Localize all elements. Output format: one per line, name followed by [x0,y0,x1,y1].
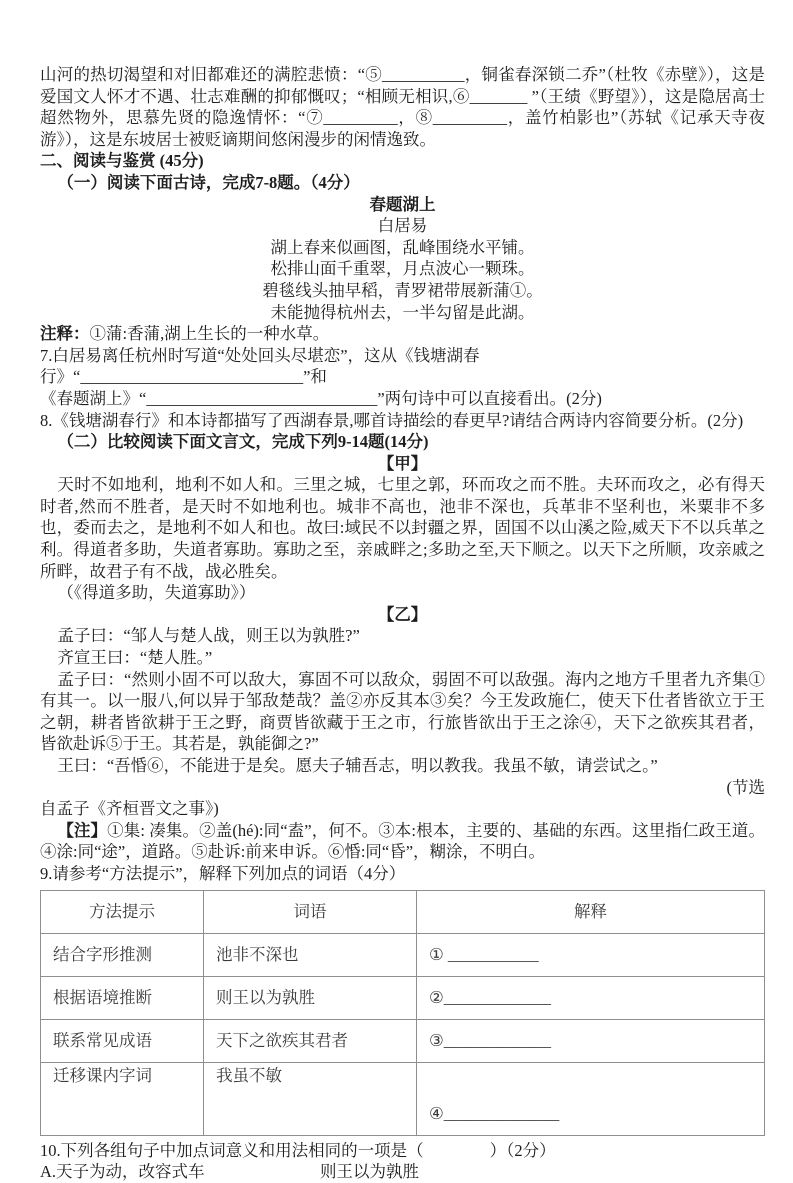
section-title: 二、阅读与鉴赏 (45分) [40,151,204,171]
passage-jia-source: （《得道多助，失道寡助》） [57,583,256,603]
question-7-line1: 7.白居易离任杭州时写道“处处回头尽堪恋”，这从《钱塘湖春行》“___________________________”和 [40,345,480,387]
table-cell-method: 根据语境推断 [41,976,204,1019]
table-cell-word: 我虽不敏 [204,1062,417,1135]
poem-note [40,323,765,345]
yi-note-text: ①集: 凑集。②盖(hé):同“盍”，何不。③本:根本，主要的、基础的东西。这里指仁政王道。④涂:同“途”，道路。⑤赴诉:前来申诉。⑥惛:同“昏”，糊涂，不明白。 [40,820,765,862]
table-header-explanation: 解释 [417,890,765,933]
table-cell-answer-blank: ②_____________ [417,976,765,1019]
table-header-word: 词语 [204,890,417,933]
poem-note-text: ①蒲:香蒲,湖上生长的一种水草。 [89,324,330,344]
poem-note-label: 注释： [40,324,90,344]
question-8: 8.《钱塘湖春行》和本诗都描写了西湖春景,哪首诗描绘的春更早?请结合两诗内容简要分析。(2分) [40,410,744,430]
passage-yi-notes [40,820,765,863]
table-cell-method: 联系常见成语 [41,1019,204,1062]
passage-yi-dialogue-2: 齐宣王曰：“楚人胜。” [57,648,213,668]
question-10-option-a: A.天子为动，改容式车 则王以为孰胜 [40,1162,420,1182]
poem-title: 春题湖上 [369,194,436,214]
passage-jia-text: 天时不如地利，地利不如人和。三里之城，七里之郭，环而攻之而不胜。夫环而攻之，必有得天时者,然而不胜者，是天时不如地利也。城非不高也，池非不深也，兵革非不坚利也，米粟非不多也，委而去之，是地利不如人和也。故曰:域民不以封疆之界，固国不以山溪之险,威天下不以兵革之利。得道者多助，失道者寡助。寡助之至，亲戚畔之;多助之至,天下顺之。以天下之所顺，攻亲戚之所畔，故君子有不战，战必胜矣。 [40,475,765,581]
passage-jia-label: 【甲】 [377,453,428,473]
passage-yi-excerpt-right: (节选 [726,777,765,797]
method-hint-table [40,890,765,1136]
table-row [41,976,765,1019]
table-cell-answer-blank: ④______________ [417,1062,765,1135]
poem-line-3: 碧毯线头抽早稻，青罗裙带展新蒲①。 [262,280,543,300]
poem-line-2: 松排山面千重翠，月点波心一颗珠。 [270,259,535,279]
intro-paragraph: 山河的热切渴望和对旧都难还的满腔悲愤：“⑤__________，铜雀春深锁二乔”（杜牧《赤壁》），这是爱国文人怀才不遇、壮志难酬的抑郁慨叹；“相顾无相识,⑥_______ ”（王绩《野望》），这是隐居高士超然物外，思慕先贤的隐逸情怀：“⑦_________，⑧_________，盖竹柏影也”（苏轼《记承天寺夜游》），这是东坡居士被贬谪期间悠闲漫步的闲情逸致。 [40,65,765,149]
table-cell-answer-blank: ③_____________ [417,1019,765,1062]
table-cell-answer-blank: ① ___________ [417,933,765,976]
table-cell-word: 池非不深也 [204,933,417,976]
passage-yi-excerpt-left: 自孟子《齐桓晋文之事》) [40,799,219,819]
table-cell-method: 迁移课内字词 [41,1062,204,1135]
poem-author: 白居易 [377,216,428,236]
poem-line-1: 湖上春来似画图，乱峰围绕水平铺。 [270,237,535,257]
table-cell-word: 天下之欲疾其君者 [204,1019,417,1062]
part2-heading: （二）比较阅读下面文言文，完成下列9-14题(14分) [57,432,429,452]
question-10: 10.下列各组句子中加点词意义和用法相同的一项是（ ）（2分） [40,1140,556,1160]
poem-line-4: 未能抛得杭州去，一半勾留是此湖。 [270,302,535,322]
table-header-method: 方法提示 [41,890,204,933]
table-row [41,1062,765,1135]
passage-yi-dialogue-4: 王曰：“吾惛⑥，不能进于是矣。愿夫子辅吾志，明以教我。我虽不敏，请尝试之。” [57,756,658,775]
table-row [41,1019,765,1062]
yi-note-label: 【注】 [57,820,108,840]
table-row [41,933,765,976]
table-cell-method: 结合字形推测 [41,933,204,976]
part1-heading: （一）阅读下面古诗，完成7-8题。（4分） [57,172,360,192]
passage-yi-dialogue-1: 孟子曰：“邹人与楚人战，则王以为孰胜?” [57,626,360,646]
question-7-line2: 《春题湖上》“____________________________”两句诗中可以直接看出。(2分) [40,388,602,408]
passage-yi-label: 【乙】 [377,604,428,624]
passage-yi-dialogue-3: 孟子曰：“然则小固不可以敌大，寡固不可以敌众，弱固不可以敌强。海内之地方千里者九齐集①有其一。以一服八,何以异于邹敌楚哉？盖②亦反其本③矣？今王发政施仁，使天下仕者皆欲立于王之朝，耕者皆欲耕于王之野，商贾皆欲藏于王之市，行旅皆欲出于王之涂④，天下之欲疾其君者，皆欲赴诉⑤于王。其若是，孰能御之?” [40,669,765,754]
question-9: 9.请参考“方法提示”，解释下列加点的词语（4分） [40,863,406,883]
table-header-row [41,890,765,933]
table-cell-word: 则王以为孰胜 [204,976,417,1019]
